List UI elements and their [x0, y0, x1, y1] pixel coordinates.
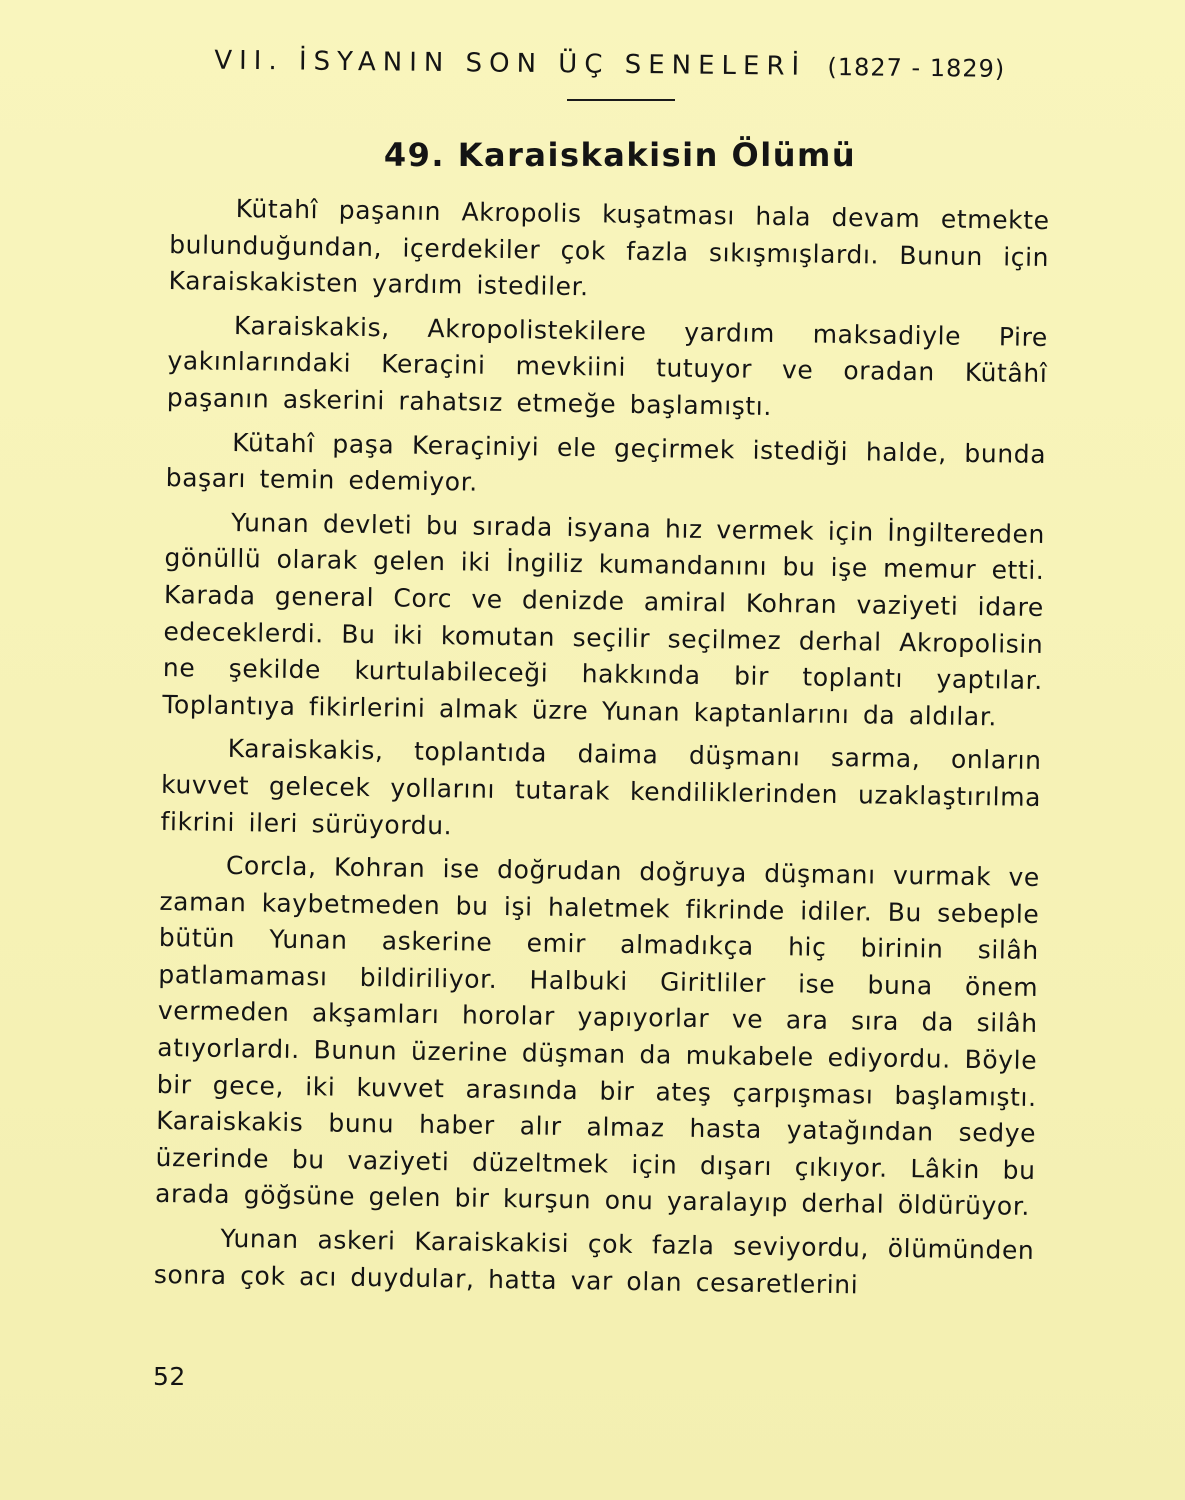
paragraph: Yunan askeri Karaiskakisi çok fazla seviyordu, ölümünden sonra çok acı duydular, hatta var olan cesaretlerini [153, 1223, 1035, 1299]
running-header [160, 40, 1060, 89]
paragraph: Kütahî paşa Keraçiniyi ele geçirmek istediği halde, bunda başarı temin edemiyor. [165, 427, 1047, 497]
page-number: 52 [153, 1362, 186, 1391]
chapter-title: VII. İSYANIN SON ÜÇ SENELERİ [214, 45, 807, 82]
paragraph: Yunan devleti bu sırada isyana hız vermek için İngiltereden gönüllü olarak gelen iki İngiliz kumandanını bu işe memur etti. Karada general Corc ve denizde amiral Kohran vaziyeti idare edeceklerdi. Bu iki komutan seçilir seçilmez derhal Akropolisin ne şekilde kurtulabileceği hakkında bir toplantı yaptılar. Toplantıya fikirlerini almak üzre Yunan kaptanlarını da aldılar. [162, 507, 1046, 732]
body-text [154, 190, 1050, 1313]
paragraph: Corcla, Kohran ise doğrudan doğruya düşmanı vurmak ve zaman kaybetmeden bu işi haletmek fikrinde idiler. Bu sebeple bütün Yunan askerine emir almadıkça hiç birinin silâh patlamaması bildiriliyor. Halbuki Giritliler ise buna önem vermeden akşamları horolar yapıyorlar ve ara sıra da silâh atıyorlardı. Bunun üzerine düşman da mukabele ediyordu. Böyle bir gece, iki kuvvet arasında bir ateş çarpışması başlamıştı. Karaiskakis bunu haber alır almaz hasta yatağından sedye üzerinde bu vaziyeti düzeltmek için dışarı çıkıyor. Lâkin bu arada göğsüne gelen bir kurşun onu yaralayıp derhal öldürüyor. [154, 851, 1041, 1222]
paragraph: Karaiskakis, Akropolistekilere yardım maksadiyle Pire yakınlarındaki Keraçini mevkiini tutuyor ve oradan Kütâhî paşanın askerini rahatsız etmeğe başlamıştı. [166, 310, 1049, 421]
header-rule [567, 99, 675, 101]
paragraph: Kütahî paşanın Akropolis kuşatması hala devam etmekte bulunduğundan, içerdekiler çok fazla sıkışmışlardı. Bunun için Karaiskakisten yardım istediler. [168, 193, 1050, 302]
chapter-years: (1827 - 1829) [827, 52, 1006, 83]
paragraph: Karaiskakis, toplantıda daima düşmanı sarma, onların kuvvet gelecek yollarını tutarak kendiliklerinden uzaklaştırılma fikrini ileri sürüyordu. [160, 734, 1042, 840]
section-title: 49. Karaiskakisin Ölümü [383, 136, 857, 174]
